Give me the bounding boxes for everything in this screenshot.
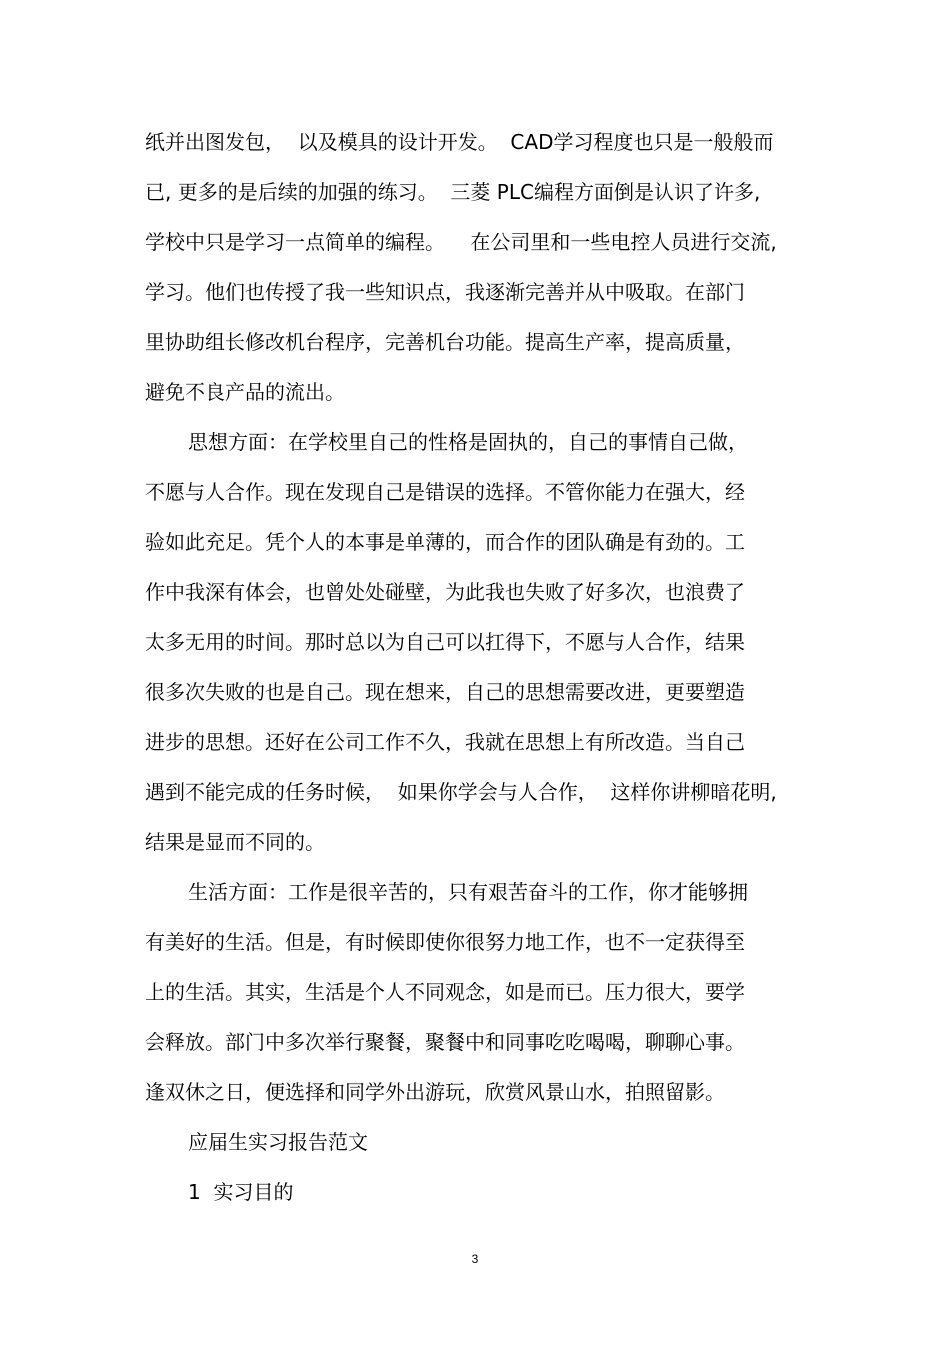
text-line: 进步的思想。还好在公司工作不久，我就在思想上有所改造。当自己 [145,730,745,754]
text-line: 太多无用的时间。那时总以为自己可以扛得下，不愿与人合作，结果 [145,630,745,654]
text-line: 逢双休之日，便选择和同学外出游玩，欣赏风景山水，拍照留影。 [145,1080,725,1104]
text-line: 会释放。部门中多次举行聚餐，聚餐中和同事吃吃喝喝，聊聊心事。 [145,1030,745,1054]
paragraph-start-line: 思想方面：在学校里自己的性格是固执的，自己的事情自己做， [188,430,748,454]
page-number: 3 [471,1252,479,1266]
text-line: 已, 更多的是后续的加强的练习。 三菱 PLC编程方面倒是认识了许多, [145,180,761,204]
text-line: 上的生活。其实，生活是个人不同观念，如是而已。压力很大，要学 [145,980,745,1004]
text-line: 学校中只是学习一点简单的编程。 在公司里和一些电控人员进行交流, [145,230,777,254]
text-line: 验如此充足。凭个人的本事是单薄的，而合作的团队确是有劲的。工 [145,530,745,554]
text-line: 学习。他们也传授了我一些知识点，我逐渐完善并从中吸取。在部门 [145,280,745,304]
paragraph-start-line: 生活方面：工作是很辛苦的，只有艰苦奋斗的工作，你才能够拥 [188,880,748,904]
text-line: 避免不良产品的流出。 [145,380,345,404]
text-line: 有美好的生活。但是，有时候即使你很努力地工作，也不一定获得至 [145,930,745,954]
text-line: 作中我深有体会，也曾处处碰壁，为此我也失败了好多次，也浪费了 [145,580,745,604]
text-line: 纸并出图发包， 以及模具的设计开发。 CAD学习程度也只是一般般而 [145,130,774,154]
text-line: 结果是显而不同的。 [145,830,325,854]
text-line: 很多次失败的也是自己。现在想来，自己的思想需要改进，更要塑造 [145,680,745,704]
text-line: 不愿与人合作。现在发现自己是错误的选择。不管你能力在强大，经 [145,480,745,504]
text-line: 里协助组长修改机台程序，完善机台功能。提高生产率，提高质量， [145,330,745,354]
section-heading: 1 实习目的 [188,1180,294,1204]
text-line: 遇到不能完成的任务时候， 如果你学会与人合作， 这样你讲柳暗花明, [145,780,777,804]
section-title: 应届生实习报告范文 [188,1130,368,1154]
